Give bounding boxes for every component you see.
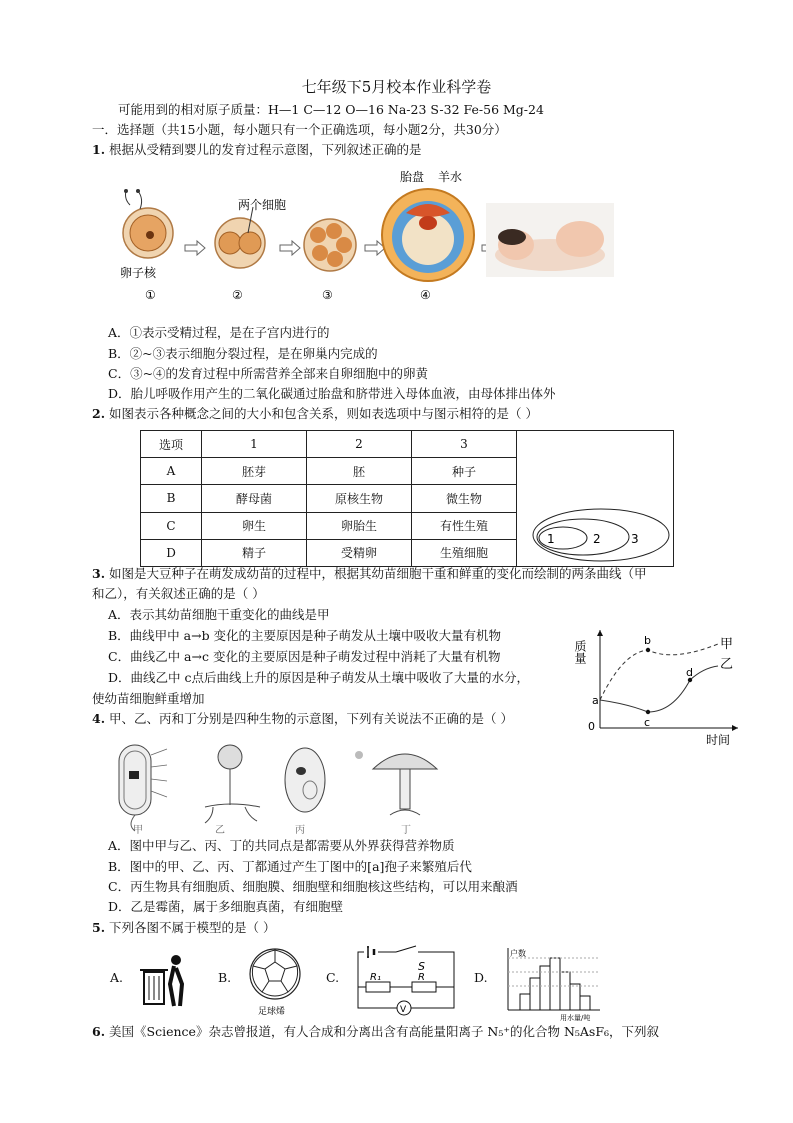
- table-cell: 生殖细胞: [412, 539, 517, 566]
- baby-figure: [486, 203, 614, 277]
- q4-option-a: A．图中甲与乙、丙、丁的共同点是都需要从外界获得营养物质: [108, 838, 455, 853]
- fullerene-label: 足球烯: [258, 1007, 286, 1017]
- development-diagram: [110, 165, 620, 315]
- resistor-r-label: R: [418, 972, 425, 983]
- q3-option-b: B．曲线甲中 a→b 变化的主要原因是种子萌发从土壤中吸收大量有机物: [108, 628, 502, 643]
- page-title: 七年级下5月校本作业科学卷: [301, 78, 492, 96]
- table-header-cell: 1: [202, 431, 307, 458]
- table-cell: 卵生: [202, 512, 307, 539]
- table-cell: C: [141, 512, 202, 539]
- q5-option-a-label: A.: [110, 970, 124, 985]
- q3-option-a: A．表示其幼苗细胞干重变化的曲线是甲: [108, 607, 330, 622]
- curve-yi-label: 乙: [720, 657, 734, 672]
- origin-label: 0: [588, 720, 595, 733]
- question-3-stem-cont: 和乙），有关叙述正确的是（ ）: [92, 586, 265, 601]
- q3-option-d: D．曲线乙中 c点后曲线上升的原因是种子萌发从土壤中吸收了大量的水分，: [108, 670, 529, 685]
- q3-option-c: C．曲线乙中 a→c 变化的主要原因是种子萌发过程中消耗了大量有机物: [108, 649, 501, 664]
- histogram-bar: [540, 966, 550, 1010]
- curve-yi: [600, 666, 718, 712]
- point-d-label: d: [686, 666, 693, 679]
- x-axis-label: 时间: [706, 733, 731, 747]
- table-header-cell: 选项: [141, 431, 202, 458]
- q1-option-b: B．②~③表示细胞分裂过程，是在卵巢内完成的: [108, 346, 378, 361]
- arrow-icon: [280, 241, 300, 255]
- question-number: 1.: [92, 142, 106, 157]
- ellipse-label-3: 3: [631, 532, 639, 546]
- two-cell-figure: [215, 207, 265, 268]
- organism-label-ding: 丁: [401, 825, 411, 836]
- q4-option-b: B．图中的甲、乙、丙、丁都通过产生丁图中的[a]孢子来繁殖后代: [108, 859, 472, 874]
- table-cell: 原核生物: [307, 485, 412, 512]
- question-text: 下列各图不属于模型的是（ ）: [109, 920, 276, 935]
- question-number: 3.: [92, 566, 106, 581]
- table-cell: 卵胎生: [307, 512, 412, 539]
- stage-2-label: ②: [232, 288, 243, 302]
- organisms-diagram: [105, 735, 465, 835]
- ellipse-label-1: 1: [547, 532, 555, 546]
- histogram-bar: [550, 958, 560, 1010]
- q2-options-table: [140, 430, 674, 567]
- table-cell: 种子: [412, 458, 517, 485]
- q5-option-d-label: D.: [474, 970, 488, 985]
- table-cell: D: [141, 539, 202, 566]
- table-header-cell: 3: [412, 431, 517, 458]
- q4-option-c: C．丙生物具有细胞质、细胞膜、细胞壁和细胞核这些结构，可以用来酿酒: [108, 879, 518, 894]
- point-a-label: a: [592, 694, 599, 707]
- question-6-stem: [92, 1022, 659, 1040]
- table-cell: 受精卵: [307, 539, 412, 566]
- multi-cell-figure: [304, 219, 356, 271]
- question-5-stem: [92, 918, 276, 936]
- histogram-bar: [520, 994, 530, 1010]
- q1-option-c: C．③~④的发育过程中所需营养全部来自卵细胞中的卵黄: [108, 366, 429, 381]
- histogram-figure: [496, 944, 608, 1022]
- question-text: 甲、乙、丙和丁分别是四种生物的示意图，下列有关说法不正确的是（ ）: [109, 711, 514, 726]
- question-number: 4.: [92, 711, 106, 726]
- question-3-stem: [92, 564, 647, 582]
- q5-option-c-label: C.: [326, 970, 340, 985]
- question-4-stem: [92, 709, 513, 727]
- histogram-bar: [570, 984, 580, 1010]
- mushroom-figure: [355, 751, 437, 815]
- histogram-bar: [580, 996, 590, 1010]
- question-text: 如图是大豆种子在萌发成幼苗的过程中，根据其幼苗细胞干重和鲜重的变化而绘制的两条曲线（甲: [109, 566, 647, 581]
- question-2-stem: [92, 404, 538, 422]
- resistor-r1-label: R₁: [370, 972, 381, 983]
- y-axis-label: 质量: [573, 640, 587, 664]
- yeast-figure: [285, 748, 325, 812]
- concept-ellipses: [517, 431, 673, 566]
- egg-nucleus-label: 卵子核: [120, 266, 157, 280]
- stage-1-label: ①: [145, 288, 156, 302]
- question-number: 2.: [92, 406, 106, 421]
- organism-label-yi: 乙: [215, 825, 225, 836]
- table-cell: 有性生殖: [412, 512, 517, 539]
- mass-time-graph: [573, 622, 748, 752]
- histogram-bar: [530, 978, 540, 1010]
- question-text: 如图表示各种概念之间的大小和包含关系，则如表选项中与图示相符的是（ ）: [109, 406, 539, 421]
- circuit-diagram: [352, 944, 462, 1022]
- placenta-label: 胎盘: [400, 170, 425, 184]
- fullerene-figure: [244, 946, 306, 1018]
- table-cell: B: [141, 485, 202, 512]
- question-text: 美国《Science》杂志曾报道，有人合成和分离出含有高能量阳离子 N₅⁺的化合物 N₅AsF₆，下列叙: [109, 1024, 660, 1039]
- curve-jia-label: 甲: [720, 637, 734, 652]
- q4-option-d: D．乙是霉菌，属于多细胞真菌，有细胞壁: [108, 899, 344, 914]
- organism-label-bing: 丙: [295, 825, 305, 836]
- table-cell: 酵母菌: [202, 485, 307, 512]
- histogram-x-label: 用水量/吨: [560, 1014, 591, 1022]
- table-cell: 精子: [202, 539, 307, 566]
- amniotic-fluid-label: 羊水: [438, 170, 463, 184]
- question-number: 5.: [92, 920, 106, 935]
- ellipse-label-2: 2: [593, 532, 601, 546]
- bacterium-figure: [119, 745, 167, 831]
- q3-option-d-cont: 使幼苗细胞鲜重增加: [92, 691, 205, 706]
- switch-label: S: [418, 960, 425, 973]
- atomic-mass-line: 可能用到的相对原子质量：H—1 C—12 O—16 Na-23 S-32 Fe-56 Mg-24: [118, 102, 544, 117]
- stage-3-label: ③: [322, 288, 333, 302]
- stage-4-label: ④: [420, 288, 431, 302]
- question-number: 6.: [92, 1024, 106, 1039]
- q1-option-a: A．①表示受精过程，是在子宫内进行的: [108, 325, 330, 340]
- table-cell: 微生物: [412, 485, 517, 512]
- table-cell: 胚: [307, 458, 412, 485]
- section-heading: 一．选择题（共15小题，每小题只有一个正确选项，每小题2分，共30分）: [92, 122, 507, 137]
- recycle-bin-icon: [138, 948, 188, 1014]
- question-1-stem: [92, 140, 422, 158]
- histogram-y-label: 户数: [510, 949, 526, 958]
- voltmeter-label: V: [400, 1005, 407, 1015]
- question-text: 根据从受精到婴儿的发育过程示意图，下列叙述正确的是: [109, 142, 422, 157]
- arrow-icon: [185, 241, 205, 255]
- table-header-cell: 2: [307, 431, 412, 458]
- fertilized-egg-figure: [123, 189, 173, 258]
- histogram-bar: [560, 972, 570, 1010]
- embryo-in-uterus-figure: [382, 189, 474, 281]
- two-cells-label: 两个细胞: [238, 198, 287, 212]
- organism-label-jia: 甲: [133, 825, 143, 836]
- q1-option-d: D．胎儿呼吸作用产生的二氧化碳通过胎盘和脐带进入母体血液，由母体排出体外: [108, 386, 556, 401]
- mold-figure: [205, 745, 260, 823]
- q5-option-b-label: B.: [218, 970, 232, 985]
- point-c-label: c: [644, 716, 651, 729]
- table-cell: A: [141, 458, 202, 485]
- table-cell: 胚芽: [202, 458, 307, 485]
- table-row: [141, 431, 674, 458]
- venn-cell: [517, 431, 674, 567]
- point-b-label: b: [644, 634, 651, 647]
